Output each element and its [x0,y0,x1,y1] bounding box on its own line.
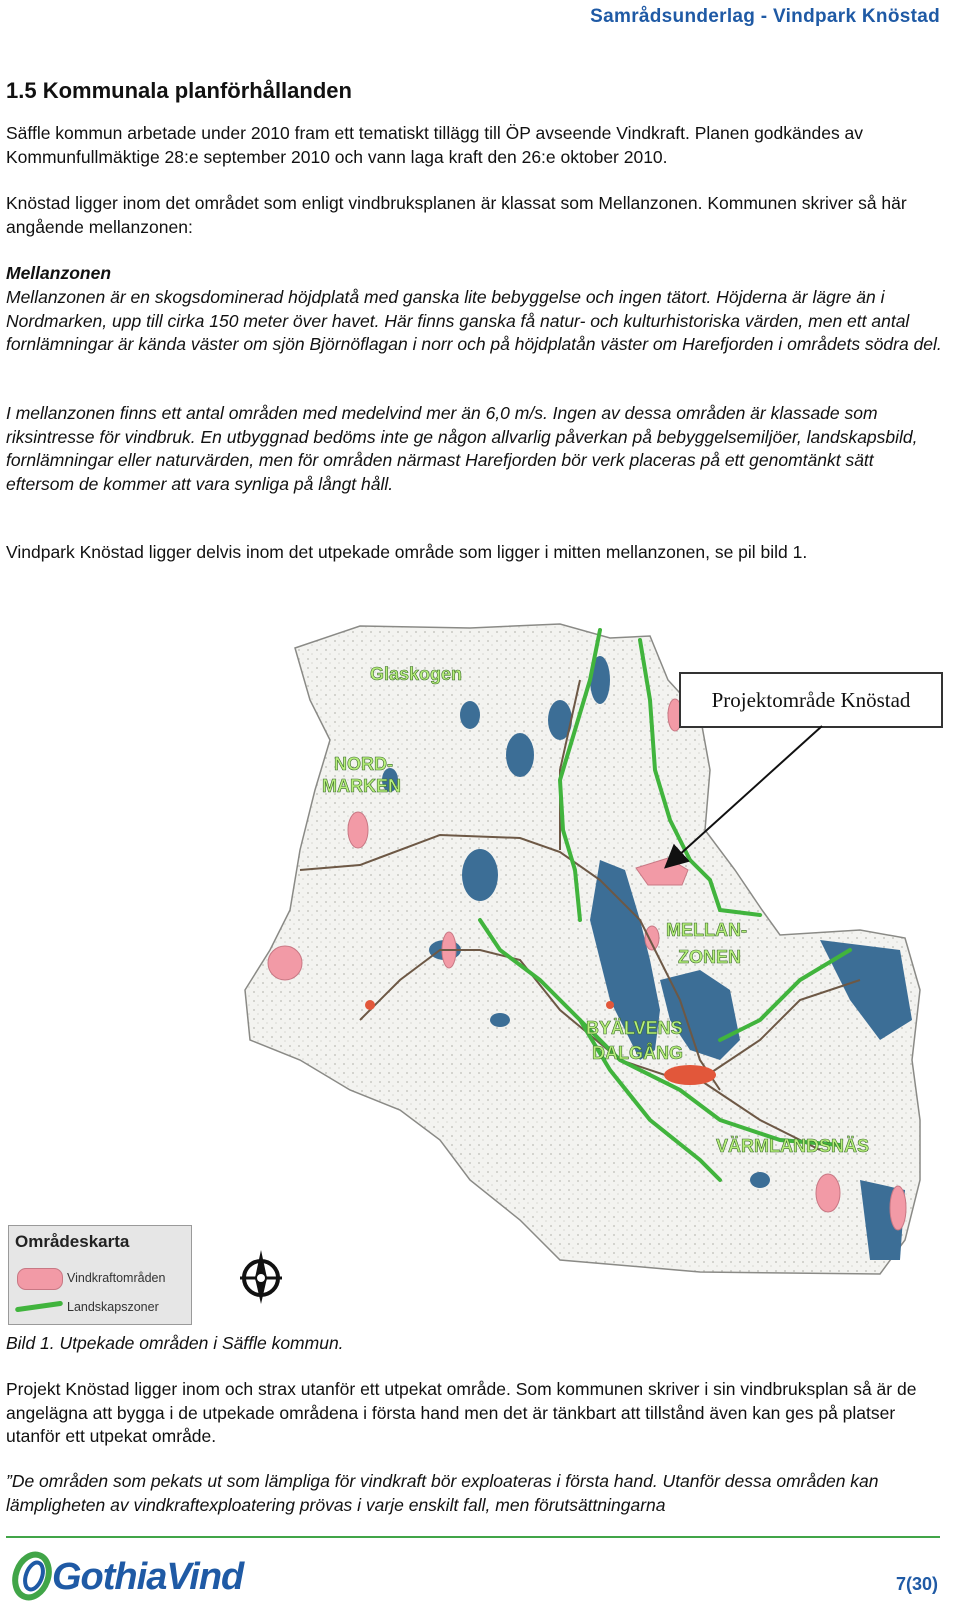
legend-label-landscape-zones: Landskapszoner [67,1300,159,1314]
section-heading: 1.5 Kommunala planförhållanden [6,78,352,103]
landscape-zone-swatch [15,1301,63,1313]
gothiavind-logo [8,1550,258,1602]
logo-swirl-icon [8,1550,58,1602]
zone-label-glaskogen: Glaskogen [370,664,463,684]
zone-label-varmlandsnas: VÄRMLANDSNÄS [716,1136,869,1156]
page-number: 7(30) [895,1574,938,1594]
quote-paragraph-2: I mellanzonen finns ett antal områden med medelvind mer än 6,0 m/s. Ingen av dessa områden är klassade som riksintresse för vindbruk. En utbyggnad bedöms inte ge någon allvarlig påverkan på bebyggelsemiljöer, landskapsbild, fornlämningar eller naturvärden, men för områden närmast Harefjorden bör verk placeras på ett genomtänkt sätt eftersom de kommer att vara synliga på långt håll. [6,403,918,494]
legend-title: Områdeskarta [15,1232,130,1251]
quote-paragraph-1: Mellanzonen är en skogsdominerad höjdplatå med ganska lite bebyggelse och ingen tätort. Höjderna är lägre än i Nordmarken, upp till cirka 150 meter över havet. Här finns ganska få natur- och kulturhistoriska värden, men ett antal fornlämningar är kända väster om sjön Björnöflagan i norr och på höjdplatån väster om Harefjorden i områdets södra del. [6,287,942,354]
document-title: Samrådsunderlag - Vindpark Knöstad [590,6,940,27]
quote-paragraph-3: ”De områden som pekats ut som lämpliga för vindkraft bör exploateras i första hand. Utanför dessa områden kan lämpligheten av vindkraftexploatering prövas i varje enskilt fall, men förutsättningarna [6,1471,879,1515]
zone-label-mellanzonen-2: ZONEN [678,947,741,967]
zone-label-nordmarken-1: NORD- [334,754,393,774]
zone-label-byalvens-1: BYÄLVENS [586,1018,683,1038]
paragraph-plan-history: Säffle kommun arbetade under 2010 fram ett tematiskt tillägg till ÖP avseende Vindkraft. Planen godkändes av Kommunfullmäktige 28:e september 2010 och vann laga kraft den 26:e oktober 2010. [6,123,864,167]
legend-label-wind-areas: Vindkraftområden [67,1271,166,1285]
logo-text: GothiaVind [52,1556,244,1598]
wind-area-swatch [17,1268,63,1290]
paragraph-knostad-zone: Knöstad ligger inom det området som enligt vindbruksplanen är klassat som Mellanzonen. Kommunen skriver så här angående mellanzonen: [6,193,907,237]
zone-label-byalvens-2: DALGÅNG [592,1043,683,1063]
paragraph-vindpark-location: Vindpark Knöstad ligger delvis inom det utpekade område som ligger i mitten mellanzonen, se pil bild 1. [6,542,808,562]
north-arrow-icon [236,1248,286,1306]
map-legend [8,1225,192,1325]
quote-heading: Mellanzonen [6,263,112,283]
zone-label-mellanzonen-1: MELLAN- [666,920,747,940]
project-area-callout: Projektområde Knöstad [679,672,943,728]
footer-divider [6,1536,940,1538]
figure-caption: Bild 1. Utpekade områden i Säffle kommun. [6,1333,344,1353]
zone-label-nordmarken-2: MARKEN [322,776,401,796]
paragraph-project-location: Projekt Knöstad ligger inom och strax utanför ett utpekat område. Som kommunen skriver i sin vindbruksplan så är de angelägna att bygga i de utpekade områdena i första hand men det är tänkbart att tillstånd även kan ges på platser utanför ett utpekat område. [6,1379,917,1446]
